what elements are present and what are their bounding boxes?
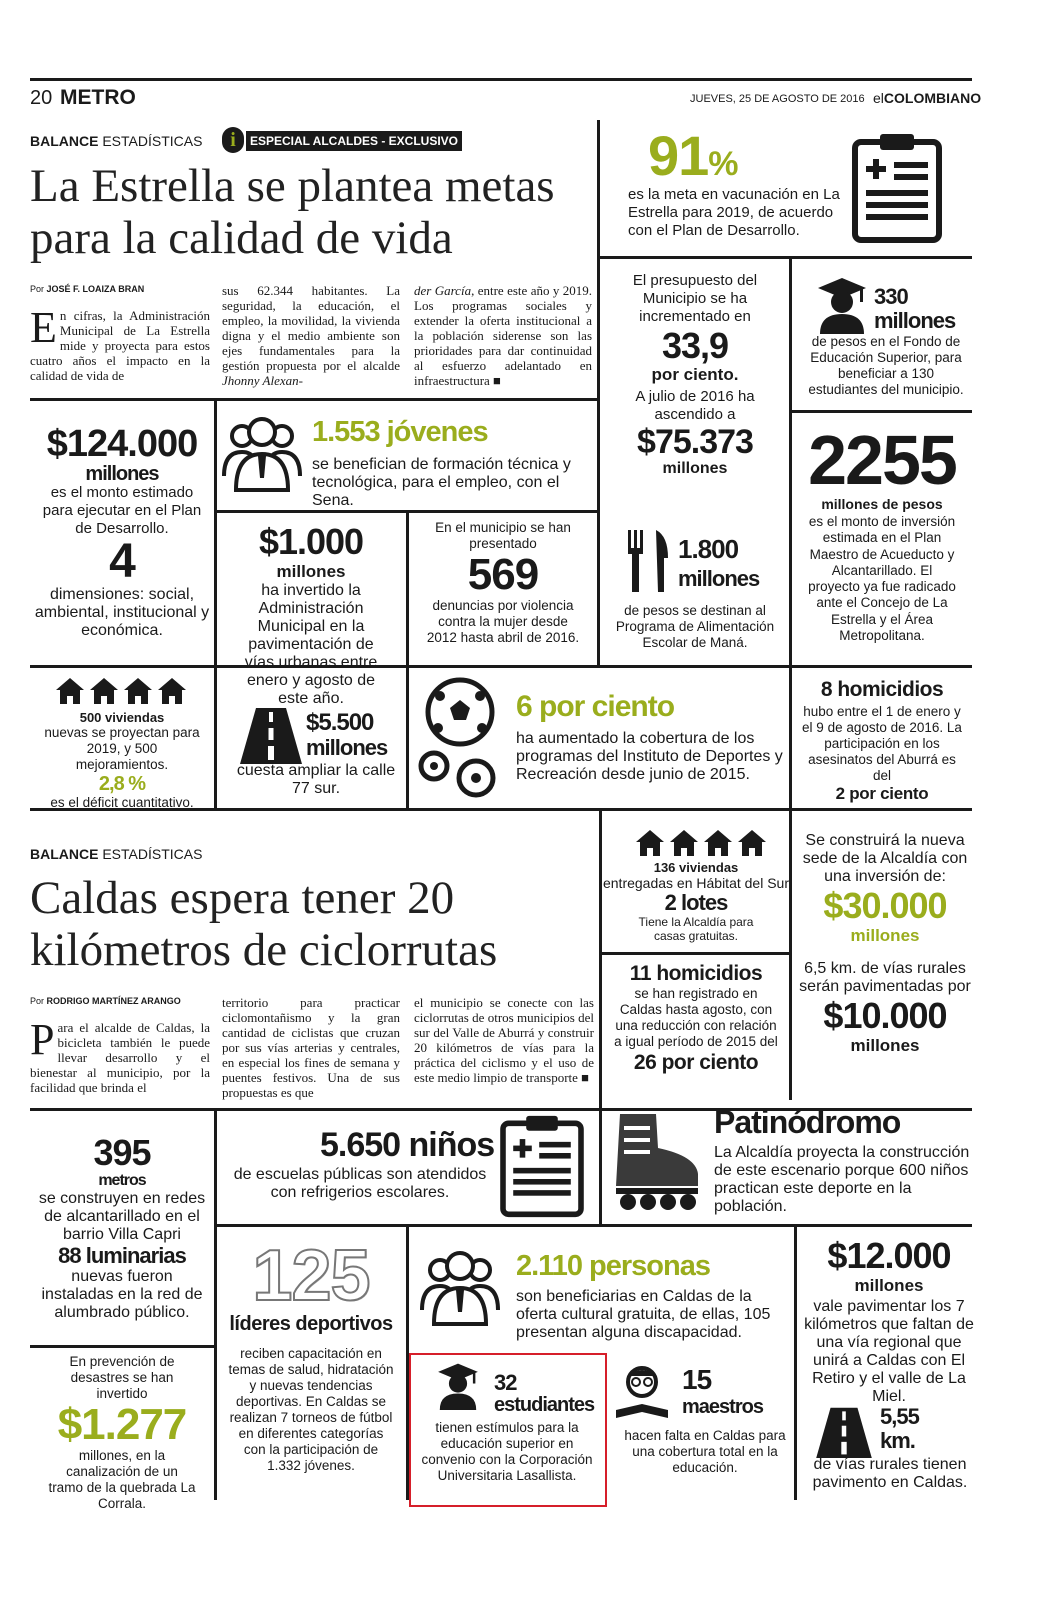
city-hall-unit: millones (850, 926, 920, 945)
cutlery-icon (624, 528, 674, 592)
students-value: 32 (494, 1370, 517, 1395)
article2-headline (30, 872, 600, 976)
byline-author: JOSÉ F. LOAIZA BRAN (46, 284, 145, 294)
water-unit: millones de pesos (821, 496, 943, 512)
byline-prefix: Por (30, 996, 45, 1006)
city-hall-box (792, 832, 978, 1056)
road-icon (240, 706, 302, 764)
article2-col2: territorio para practicar ciclomontañismo y la gran cantidad de ciclistas que cruzan por sus vías arterias y centrales, en especial los fines de semana y puentes festivos. Una de sus propuestas es que (222, 995, 400, 1100)
kids-value: 5.650 niños (320, 1126, 495, 1164)
kicker-bold: BALANCE (30, 133, 99, 149)
page-number: 20 (30, 87, 53, 109)
violence-value: 569 (467, 550, 539, 599)
budget-value: 33,9 (661, 325, 729, 366)
budget-intro: El presupuesto del Municipio se ha incrementado en (632, 272, 758, 325)
water-value: 2255 (808, 421, 956, 499)
brand-prefix: el (873, 90, 884, 106)
city-hall-value: $30.000 (823, 885, 947, 926)
leaders-text: reciben capacitación en temas de salud, hidratación y nuevas tendencias deportivas. En Caldas se realizan 7 torneos de fútbol en diferentes categorías con la participación de 1.332 jóvenes. (228, 1346, 394, 1473)
homicides-text: hubo entre el 1 de enero y el 9 de agosto de 2016. La participación en los asesinatos del Aburrá es del (802, 704, 962, 783)
teacher-icon (612, 1362, 672, 1422)
regional-road-box (797, 1236, 981, 1406)
water-text: es el monto de inversión estimada en el Plan Maestro de Acueducto y Alcantarillado. El proyecto ya fue radicado ante el Concejo de La Estrella y el Área Metropolitana. (808, 514, 956, 644)
regional-road-text: vale pavimentar los 7 kilómetros que faltan de una vía regional que unirá a Caldas con El Retiro y el valle de La Miel. (804, 1298, 974, 1405)
kids-text: de escuelas públicas son atendidos con refrigerios escolares. (233, 1166, 487, 1201)
col2-emph: Jhonny Alexan- (222, 373, 303, 388)
exclusive-badge: ESPECIAL ALCALDES - EXCLUSIVO (246, 131, 462, 151)
budget-unit: por ciento. (651, 365, 739, 384)
dropcap: E (30, 303, 57, 352)
budget-unit2: millones (662, 460, 728, 477)
km-value: 5,55 (880, 1404, 919, 1429)
divider (792, 410, 972, 413)
article2-byline (30, 996, 181, 1006)
street-text: cuesta ampliar la calle 77 sur. (236, 762, 396, 797)
rural-roads-unit: millones (850, 1036, 920, 1055)
article2-col3: el municipio se conecte con las ciclorrutas de otros municipios del sur del Valle de Aburrá y construir 20 kilómetros de vías para la práctica del ciclismo y el uso de este medio limpio de transporte ■ (414, 995, 594, 1085)
clipboard-icon (852, 132, 942, 244)
dropcap: P (30, 1015, 55, 1064)
col1-text: ara el alcalde de Caldas, la bicicleta también le puede llevar desarrollo y el bienestar al municipio, por la facilidad que brinda el (30, 1020, 210, 1095)
budget-intro2: A julio de 2016 ha ascendido a (635, 388, 755, 423)
brand-name: COLOMBIANO (883, 90, 982, 106)
teachers-value: 15 (682, 1364, 712, 1395)
clipboard-icon (498, 1114, 586, 1218)
headline-line2: para la calidad de vida (30, 212, 453, 264)
road-icon (816, 1406, 872, 1458)
sewer-unit: metros (98, 1172, 146, 1189)
roads-unit: millones (276, 562, 346, 581)
article2-col1 (30, 1015, 210, 1095)
youth-text: se benefician de formación técnica y tecnológica, para el empleo, con el Sena. (312, 456, 571, 509)
col3-text: , entre este año y 2019. Los programas sociales y extender la oferta institucional a la población siderense son las prioridades para dar continuidad al esfuerzo adelantado en infraestructura ■ (414, 283, 592, 388)
delivered-housing-text: entregadas en Hábitat del Sur (602, 875, 789, 891)
rink-text: La Alcaldía proyecta la construcción de este escenario porque 600 niños practican este deporte en la población. (714, 1144, 970, 1215)
city-hall-text: Se construirá la nueva sede de la Alcaldía con una inversión de: (802, 832, 968, 885)
students-unit: estudiantes (494, 1394, 595, 1416)
col2-text: sus 62.344 habitantes. La seguridad, la educación, el empleo, la movilidad, la vivienda digna y el medio ambiente son ejes fundamentales para la gestión propuesta por el alcalde (222, 283, 400, 373)
disaster-box (30, 1354, 214, 1512)
edu-value: 330 (874, 284, 908, 309)
budget-box (600, 272, 790, 478)
people-icon (420, 1246, 500, 1326)
regional-road-value: $12.000 (827, 1235, 951, 1276)
issue-date: JUEVES, 25 DE AGOSTO DE 2016 (690, 93, 865, 105)
kicker-text: ESTADÍSTICAS (102, 133, 203, 149)
disaster-value: $1.277 (57, 1400, 187, 1449)
vaccination-text: es la meta en vacunación en La Estrella para 2019, de acuerdo con el Plan de Desarrollo. (628, 186, 840, 239)
plan-box (30, 424, 214, 640)
lots-text: Tiene la Alcaldía para casas gratuitas. (638, 915, 754, 943)
divider (30, 398, 600, 401)
vaccination-value (648, 126, 738, 194)
deficit-text: es el déficit cuantitativo. (50, 795, 194, 810)
roads-text: ha invertido la Administración Municipal en la pavimentación de vías urbanas entre enero y agosto de este año. (244, 582, 378, 707)
leaders-value: 125 (252, 1236, 370, 1316)
graduate-icon (436, 1362, 480, 1410)
housing-box (30, 710, 214, 810)
headline-line1: La Estrella se plantea metas (30, 160, 555, 212)
caldas-homicides-box (602, 962, 790, 1076)
housing-text: nuevas se proyectan para 2019, y 500 mejoramientos. (44, 725, 200, 772)
sewer-text: se construyen en redes de alcantarillado en el barrio Villa Capri (38, 1190, 206, 1243)
plan-unit: millones (85, 463, 159, 485)
soccer-balls-icon (418, 676, 508, 800)
article1-col2 (222, 283, 400, 388)
houses-icon (634, 828, 770, 858)
food-value: 1.800 (678, 534, 739, 564)
violence-box (409, 520, 597, 646)
divider (216, 1224, 972, 1227)
rural-roads-value: $10.000 (823, 995, 947, 1036)
graduate-icon (816, 276, 868, 334)
people-icon (222, 412, 302, 492)
culture-text: son beneficiarias en Caldas de la oferta cultural gratuita, de ellas, 105 presentan alguna discapacidad. (516, 1288, 771, 1341)
divider (602, 952, 790, 955)
teachers-text: hacen falta en Caldas para una cobertura total en la educación. (624, 1428, 786, 1475)
vaccination-number: 91 (648, 124, 709, 187)
roads-box (216, 522, 406, 708)
plan-value: $124.000 (46, 423, 198, 465)
regional-road-unit: millones (854, 1276, 924, 1295)
delivered-housing-value: 136 viviendas (653, 860, 739, 875)
leaders-unit: líderes deportivos (229, 1313, 393, 1335)
plan-text: es el monto estimado para ejecutar en el Plan de Desarrollo. (42, 484, 202, 537)
sewer-value: 395 (93, 1132, 151, 1173)
rural-roads-text: 6,5 km. de vías rurales serán pavimentadas por (799, 960, 971, 995)
youth-value: 1.553 jóvenes (312, 416, 488, 448)
deficit-value: 2,8 % (98, 773, 146, 795)
roads-value: $1.000 (258, 521, 364, 562)
divider (30, 665, 972, 668)
disaster-text2: millones, en la canalización de un tramo de la quebrada La Corrala. (48, 1448, 196, 1511)
km-unit: km. (880, 1428, 915, 1453)
rink-title: Patinódromo (714, 1104, 901, 1140)
divider (30, 1345, 214, 1348)
article2-kicker (30, 846, 202, 862)
divider (599, 1110, 602, 1225)
info-icon: i (222, 127, 244, 153)
sport-text: ha aumentado la cobertura de los programas del Instituto de Deportes y Recreación desde junio de 2015. (516, 730, 783, 783)
street-value: $5.500 (306, 709, 374, 736)
edu-text: de pesos en el Fondo de Educación Superior, para beneficiar a 130 estudiantes del municipio. (808, 334, 964, 397)
housing-value: 500 viviendas (79, 710, 165, 725)
culture-value: 2.110 personas (516, 1250, 710, 1282)
violence-text: denuncias por violencia contra la mujer desde 2012 hasta abril de 2016. (426, 598, 580, 645)
roller-skate-icon (610, 1112, 704, 1212)
article1-kicker (30, 133, 202, 149)
leaders-box (216, 1236, 406, 1474)
violence-intro: En el municipio se han presentado (435, 520, 571, 551)
caldas-homicides-value: 11 homicidios (629, 962, 763, 985)
article1-col1 (30, 303, 210, 383)
homicides-value2: 2 por ciento (835, 784, 929, 803)
edu-unit: millones (874, 308, 956, 333)
caldas-homicides-text: se han registrado en Caldas hasta agosto, con una reducción con relación a igual período de 2015 del (614, 986, 778, 1049)
dim-text: dimensiones: social, ambiental, institucional y económica. (34, 586, 210, 639)
lights-value: 88 luminarias (58, 1243, 186, 1268)
homicides-box (792, 678, 972, 804)
byline-prefix: Por (30, 284, 45, 294)
divider (600, 256, 972, 259)
caldas-homicides-value2: 26 por ciento (633, 1051, 759, 1074)
delivered-housing-box (602, 860, 790, 943)
km-text: de vías rurales tienen pavimento en Caldas. (812, 1456, 968, 1491)
article1-byline (30, 284, 144, 294)
col1-text: n cifras, la Administración Municipal de La Estrella mide y proyecta para estos cuatro años el impacto en la calidad de vida de (30, 308, 210, 383)
header-rule (30, 78, 972, 81)
dim-value: 4 (109, 535, 135, 588)
food-text: de pesos se destinan al Programa de Alimentación Escolar de Maná. (615, 603, 775, 650)
lots-value: 2 lotes (664, 890, 728, 915)
col3-emph: der García (414, 283, 472, 298)
byline-author: RODRIGO MARTÍNEZ ARANGO (46, 996, 181, 1006)
sport-value: 6 por ciento (516, 690, 675, 723)
food-unit: millones (678, 566, 760, 591)
vaccination-unit: % (708, 145, 738, 183)
article1-col3 (414, 283, 592, 388)
kicker-bold: BALANCE (30, 846, 99, 862)
lights-text: nuevas fueron instaladas en la red de alumbrado público. (41, 1268, 203, 1321)
section-name: METRO (60, 86, 136, 109)
houses-icon (54, 676, 190, 706)
disaster-text: En prevención de desastres se han invertido (69, 1354, 175, 1401)
water-box (792, 421, 972, 644)
headline-line2: kilómetros de ciclorrutas (30, 924, 498, 976)
homicides-value: 8 homicidios (820, 678, 944, 701)
teachers-unit: maestros (682, 1396, 763, 1418)
students-text: tienen estímulos para la educación superior en convenio con la Corporación Universitaria Lasallista. (421, 1420, 593, 1483)
newspaper-brand (873, 90, 981, 106)
sewer-box (30, 1134, 214, 1322)
street-unit: millones (306, 735, 388, 760)
article1-headline (30, 160, 600, 264)
headline-line1: Caldas espera tener 20 (30, 872, 455, 924)
kicker-text: ESTADÍSTICAS (102, 846, 203, 862)
budget-value2: $75.373 (637, 423, 753, 461)
